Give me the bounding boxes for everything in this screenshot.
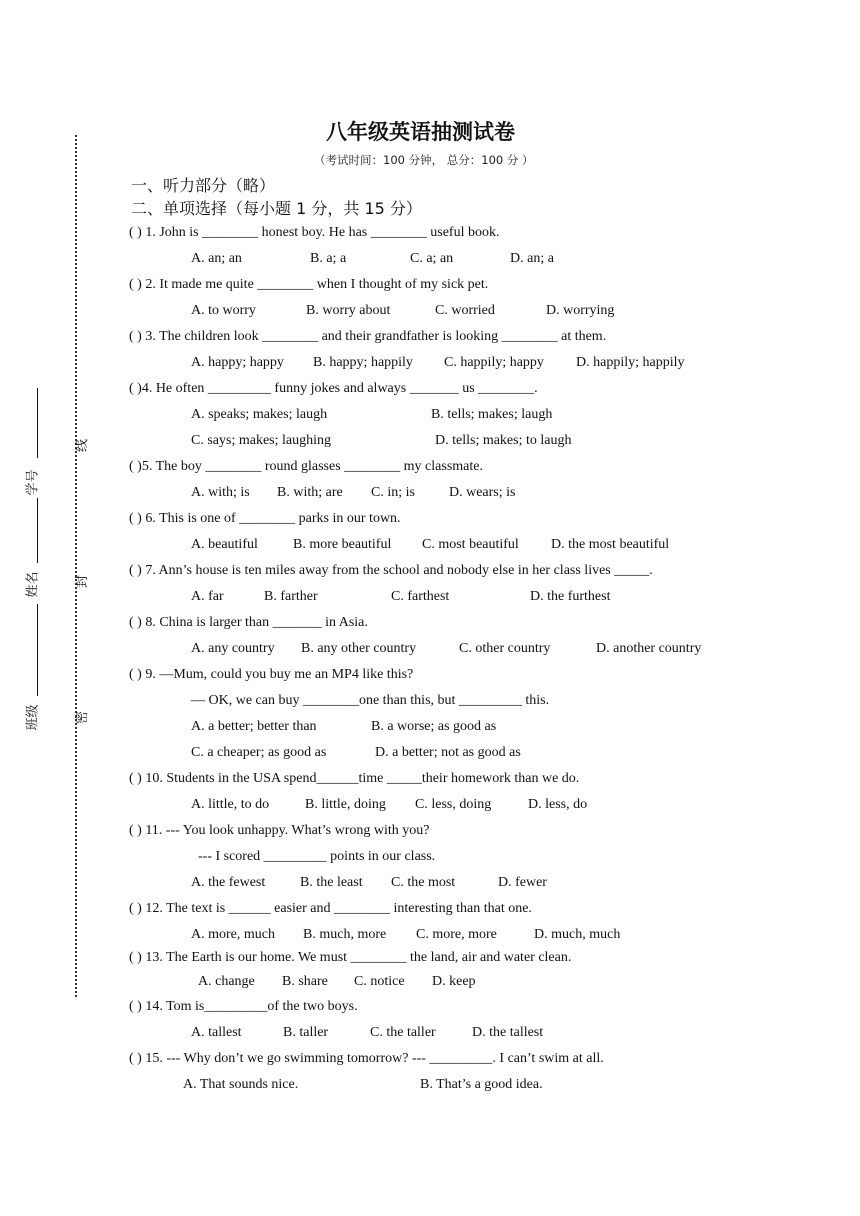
option-b: B. a; a bbox=[310, 251, 347, 266]
option-c: C. the taller bbox=[370, 1025, 436, 1040]
binding-dotted-line bbox=[75, 135, 77, 997]
option-d: D. the furthest bbox=[530, 589, 611, 604]
option-a: A. far bbox=[191, 589, 224, 604]
option-a: A. change bbox=[198, 974, 255, 989]
name-blank bbox=[37, 498, 38, 563]
question-stem: ( ) 10. Students in the USA spend______time _____their homework than we do. bbox=[129, 771, 580, 786]
option-b: B. farther bbox=[264, 589, 318, 604]
secret-label: 密 bbox=[75, 710, 91, 725]
student-number-blank bbox=[37, 388, 38, 458]
question-stem: ( ) 15. --- Why don’t we go swimming tomorrow? --- _________. I can’t swim at all. bbox=[129, 1051, 604, 1066]
option-a: A. beautiful bbox=[191, 537, 258, 552]
option-b: B. That’s a good idea. bbox=[420, 1077, 543, 1092]
option-c: C. happily; happy bbox=[444, 355, 544, 370]
option-b: B. tells; makes; laugh bbox=[431, 407, 553, 422]
student-number-label: 学号 bbox=[25, 469, 41, 496]
seal-label: 封 bbox=[75, 574, 91, 589]
question-stem: ( ) 2. It made me quite ________ when I thought of my sick pet. bbox=[129, 277, 489, 292]
question-stem-continued: --- I scored _________ points in our class. bbox=[198, 849, 436, 864]
option-c: C. less, doing bbox=[415, 797, 492, 812]
question-stem-continued: — OK, we can buy ________one than this, but _________ this. bbox=[191, 693, 550, 708]
option-b: B. little, doing bbox=[305, 797, 386, 812]
option-b: B. with; are bbox=[277, 485, 343, 500]
option-d: D. keep bbox=[432, 974, 476, 989]
section-listening: 一、听力部分（略） bbox=[131, 176, 276, 195]
option-a: A. tallest bbox=[191, 1025, 242, 1040]
class-blank bbox=[37, 604, 38, 696]
option-d: D. happily; happily bbox=[576, 355, 685, 370]
option-d: D. worrying bbox=[546, 303, 615, 318]
option-b: B. share bbox=[282, 974, 328, 989]
option-b: B. much, more bbox=[303, 927, 387, 942]
option-a: A. a better; better than bbox=[191, 719, 317, 734]
option-a: A. more, much bbox=[191, 927, 275, 942]
option-c: C. more, more bbox=[416, 927, 497, 942]
section-multiple-choice: 二、单项选择（每小题 1 分，共 15 分） bbox=[131, 199, 422, 218]
option-c: C. the most bbox=[391, 875, 456, 890]
option-a: A. little, to do bbox=[191, 797, 270, 812]
option-d: D. fewer bbox=[498, 875, 547, 890]
option-a: A. any country bbox=[191, 641, 275, 656]
question-stem: ( ) 11. --- You look unhappy. What’s wrong with you? bbox=[129, 823, 430, 838]
option-b: B. taller bbox=[283, 1025, 329, 1040]
page-title: 八年级英语抽测试卷 bbox=[326, 120, 515, 144]
option-c: C. a cheaper; as good as bbox=[191, 745, 327, 760]
question-stem: ( ) 12. The text is ______ easier and ________ interesting than that one. bbox=[129, 901, 532, 916]
option-c: C. farthest bbox=[391, 589, 450, 604]
option-b: B. the least bbox=[300, 875, 363, 890]
option-d: D. the tallest bbox=[472, 1025, 544, 1040]
option-d: D. the most beautiful bbox=[551, 537, 670, 552]
option-a: A. with; is bbox=[191, 485, 250, 500]
line-label: 线 bbox=[75, 438, 91, 453]
option-b: B. worry about bbox=[306, 303, 391, 318]
option-d: D. wears; is bbox=[449, 485, 516, 500]
option-a: A. an; an bbox=[191, 251, 242, 266]
option-b: B. a worse; as good as bbox=[371, 719, 497, 734]
question-stem: ( ) 7. Ann’s house is ten miles away from the school and nobody else in her class lives _____. bbox=[129, 563, 653, 578]
question-stem: ( )5. The boy ________ round glasses ________ my classmate. bbox=[129, 459, 483, 474]
question-stem: ( ) 3. The children look ________ and their grandfather is looking ________ at them. bbox=[129, 329, 607, 344]
question-stem: ( ) 13. The Earth is our home. We must ________ the land, air and water clean. bbox=[129, 950, 572, 965]
option-c: C. in; is bbox=[371, 485, 415, 500]
option-b: B. happy; happily bbox=[313, 355, 413, 370]
option-d: D. another country bbox=[596, 641, 702, 656]
option-c: C. a; an bbox=[410, 251, 454, 266]
option-c: C. notice bbox=[354, 974, 405, 989]
question-stem: ( ) 8. China is larger than _______ in Asia. bbox=[129, 615, 368, 630]
option-d: D. much, much bbox=[534, 927, 621, 942]
option-a: A. speaks; makes; laugh bbox=[191, 407, 328, 422]
option-a: A. to worry bbox=[191, 303, 256, 318]
option-a: A. the fewest bbox=[191, 875, 266, 890]
question-stem: ( )4. He often _________ funny jokes and always _______ us ________. bbox=[129, 381, 538, 396]
question-stem: ( ) 1. John is ________ honest boy. He has ________ useful book. bbox=[129, 225, 500, 240]
option-c: C. most beautiful bbox=[422, 537, 519, 552]
option-b: B. more beautiful bbox=[293, 537, 392, 552]
option-d: D. a better; not as good as bbox=[375, 745, 521, 760]
question-stem: ( ) 6. This is one of ________ parks in our town. bbox=[129, 511, 401, 526]
option-d: D. an; a bbox=[510, 251, 554, 266]
name-label: 姓名 bbox=[25, 571, 41, 598]
class-label: 班级 bbox=[25, 704, 41, 731]
option-a: A. happy; happy bbox=[191, 355, 284, 370]
page-subtitle: （考试时间：100 分钟， 总分：100 分 ） bbox=[314, 153, 534, 167]
question-stem: ( ) 9. —Mum, could you buy me an MP4 like this? bbox=[129, 667, 414, 682]
option-d: D. less, do bbox=[528, 797, 588, 812]
option-b: B. any other country bbox=[301, 641, 417, 656]
option-c: C. says; makes; laughing bbox=[191, 433, 331, 448]
option-c: C. other country bbox=[459, 641, 551, 656]
option-d: D. tells; makes; to laugh bbox=[435, 433, 572, 448]
question-stem: ( ) 14. Tom is_________of the two boys. bbox=[129, 999, 358, 1014]
option-c: C. worried bbox=[435, 303, 495, 318]
option-a: A. That sounds nice. bbox=[183, 1077, 299, 1092]
